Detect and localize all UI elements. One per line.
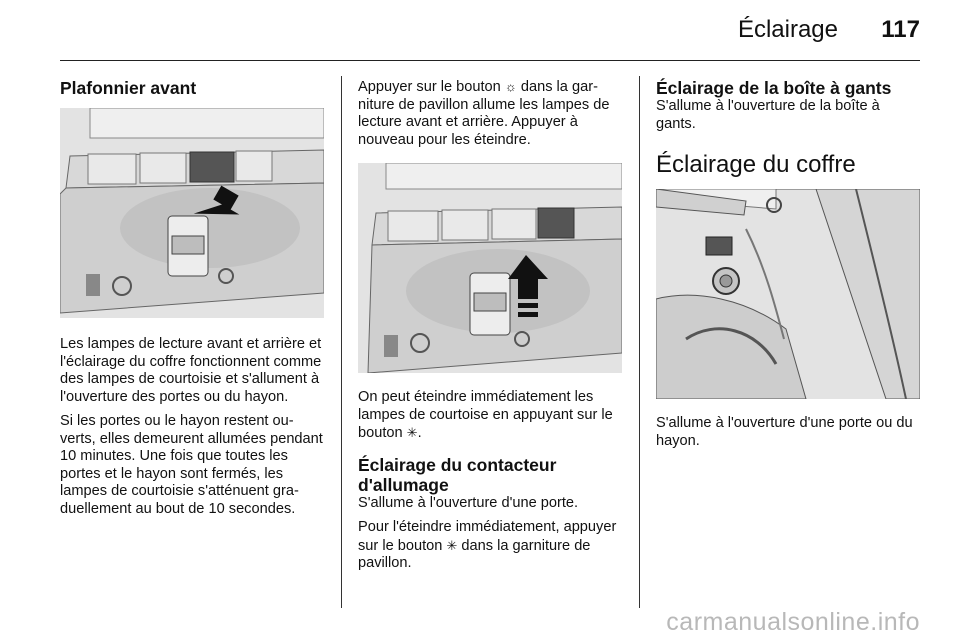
figure-ceiling-lamp-switch: [358, 163, 622, 373]
figure-front-ceiling-lamp: [60, 108, 324, 318]
courtesy-lamp-icon: ✳: [446, 537, 458, 553]
paragraph: Les lampes de lecture avant et arrière et l'éclairage du coffre fonctionnent comme des lampes de courtoisie et s'allument à l'ouverture des portes ou du hayon.: [60, 336, 322, 405]
figure-trunk-light: [656, 189, 920, 399]
column-divider: [341, 76, 342, 608]
column-divider: [639, 76, 640, 608]
paragraph: On peut éteindre immédiatement les lampes de courtoise en appuyant sur le bouton ✳.: [358, 389, 613, 441]
column-1: [60, 78, 324, 518]
paragraph: S'allume à l'ouverture d'une porte.: [358, 494, 579, 511]
paragraph: Si les portes ou le hayon restent ouverts, elles demeurent allumées pendant 10 minutes. Une fois que toutes les portes et le hayon sont fermés, les lampes de courtoisie s'atténuent graduellement au bout de 10 secondes.: [60, 413, 323, 517]
page-number: 117: [881, 16, 920, 43]
heading-plafonnier-avant: Plafonnier avant: [60, 78, 197, 98]
paragraph: Pour l'éteindre immédiatement, appuyer sur le bouton ✳ dans la garniture de pavillon.: [358, 519, 617, 571]
column-2: [358, 78, 622, 573]
column-3: [656, 78, 920, 450]
paragraph: S'allume à l'ouverture d'une porte ou du hayon.: [656, 415, 913, 449]
section-title: Éclairage: [737, 16, 838, 43]
courtesy-lamp-icon: ✳: [406, 425, 418, 440]
reading-lamp-icon: ☼: [504, 79, 517, 94]
heading-eclairage-contacteur: Éclairage du contacteur d'allumage: [358, 454, 557, 495]
watermark: carmanualsonline.info: [666, 608, 920, 636]
page-header: [60, 0, 920, 61]
heading-boite-a-gants: Éclairage de la boîte à gants: [656, 78, 892, 98]
paragraph: S'allume à l'ouverture de la boîte à gants.: [656, 98, 880, 132]
paragraph: Appuyer sur le bouton ☼ dans la garniture de pavillon allume les lampes de lecture avant et arrière. Appuyer à nouveau pour les éteindre.: [358, 79, 610, 148]
heading-eclairage-coffre: Éclairage du coffre: [656, 151, 856, 178]
